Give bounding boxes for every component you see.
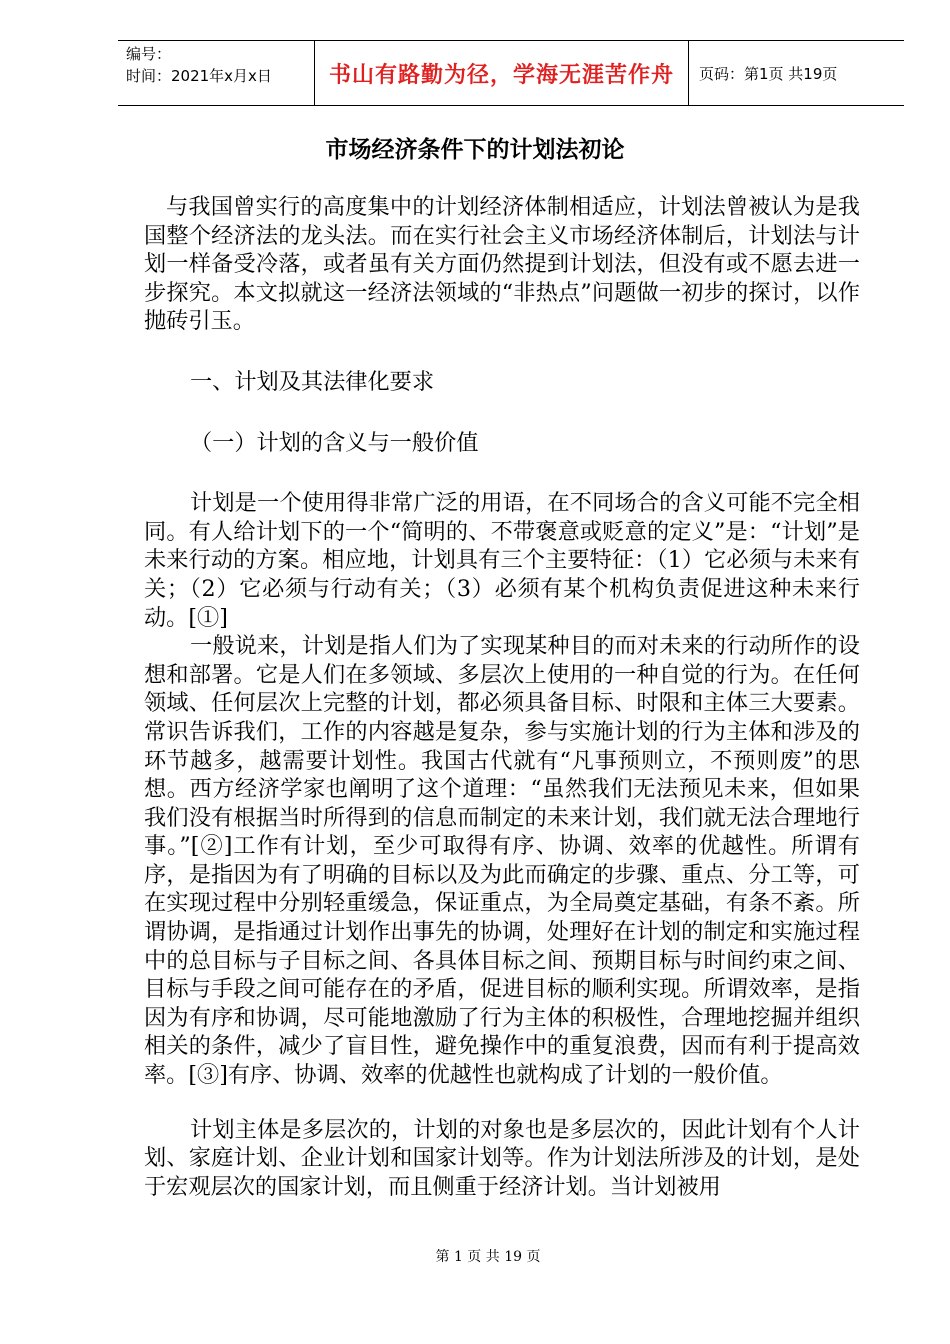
doc-time-label: 时间：2021年x月x日 — [126, 67, 272, 85]
doc-number-label: 编号： — [126, 45, 172, 63]
document-body — [144, 193, 860, 1201]
section-heading-1: 一、计划及其法律化要求 — [190, 368, 435, 395]
subsection-heading-1: （一）计划的含义与一般价值 — [190, 429, 479, 456]
body-paragraph-1: 计划是一个使用得非常广泛的用语，在不同场合的含义可能不完全相同。有人给计划下的一个“简明的、不带褒意或贬意的定义”是：“计划”是未来行动的方案。相应地，计划具有三个主要特征：（1）它必须与未来有关；（2）它必须与行动有关；（3）必须有某个机构负责促进这种未来行动。[①] — [144, 490, 860, 631]
header-page-label: 页码：第1页 共19页 — [699, 64, 838, 83]
intro-paragraph: 与我国曾实行的高度集中的计划经济体制相适应，计划法曾被认为是我国整个经济法的龙头法。而在实行社会主义市场经济体制后，计划法与计划一样备受冷落，或者虽有关方面仍然提到计划法，但没有或不愿去进一步探究。本文拟就这一经济法领域的“非热点”问题做一初步的探讨，以作抛砖引玉。 — [144, 194, 860, 335]
header-motto: 书山有路勤为径，学海无涯苦作舟 — [315, 41, 689, 105]
document-title: 市场经济条件下的计划法初论 — [325, 136, 625, 163]
page-header — [118, 40, 904, 106]
header-meta — [118, 41, 315, 105]
page-footer: 第 1 页 共 19 页 — [435, 1249, 541, 1265]
body-paragraph-2: 一般说来，计划是指人们为了实现某种目的而对未来的行动所作的设想和部署。它是人们在多领域、多层次上使用的一种自觉的行为。在任何领域、任何层次上完整的计划，都必须具备目标、时限和主体三大要素。常识告诉我们，工作的内容越是复杂，参与实施计划的行为主体和涉及的环节越多，越需要计划性。我国古代就有“凡事预则立，不预则废”的思想。西方经济学家也阐明了这个道理：“虽然我们无法预见未来，但如果我们没有根据当时所得到的信息而制定的未来计划，我们就无法合理地行事。”[②]工作有计划，至少可取得有序、协调、效率的优越性。所谓有序，是指因为有了明确的目标以及为此而确定的步骤、重点、分工等，可在实现过程中分别轻重缓急，保证重点，为全局奠定基础，有条不紊。所谓协调，是指通过计划作出事先的协调，处理好在计划的制定和实施过程中的总目标与子目标之间、各具体目标之间、预期目标与时间约束之间、目标与手段之间可能存在的矛盾，促进目标的顺利实现。所谓效率，是指因为有序和协调，尽可能地激励了行为主体的积极性，合理地挖掘并组织相关的条件，减少了盲目性，避免操作中的重复浪费，因而有利于提高效率。[③]有序、协调、效率的优越性也就构成了计划的一般价值。 — [144, 633, 860, 1089]
body-paragraph-3: 计划主体是多层次的，计划的对象也是多层次的，因此计划有个人计划、家庭计划、企业计划和国家计划等。作为计划法所涉及的计划，是处于宏观层次的国家计划，而且侧重于经济计划。当计划被用 — [144, 1116, 860, 1200]
